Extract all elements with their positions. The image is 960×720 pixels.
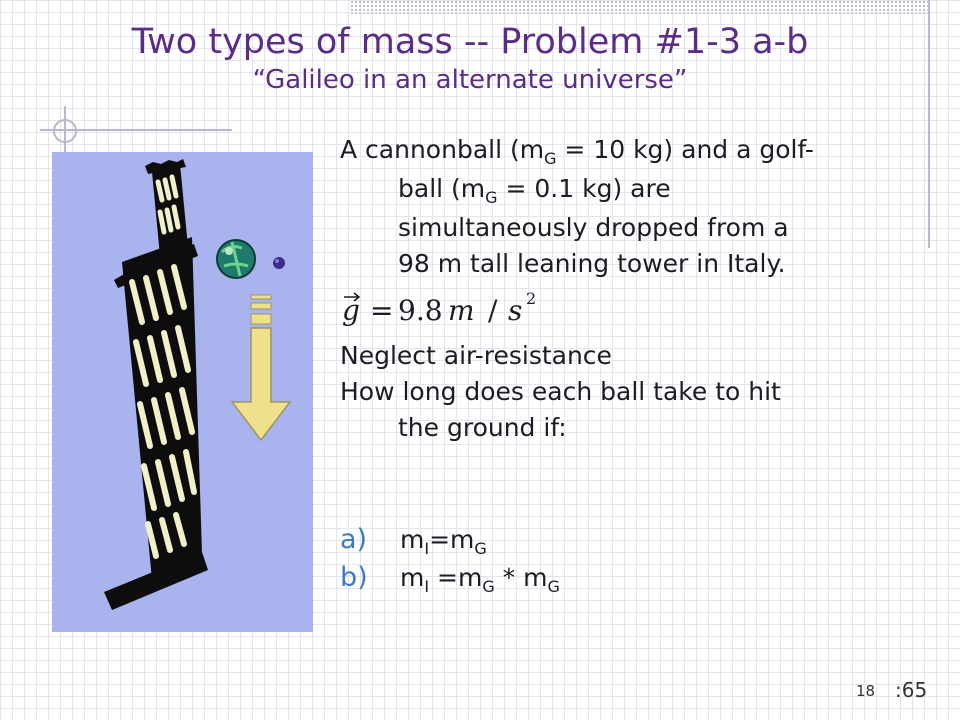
right-decorative-rule — [928, 0, 930, 248]
top-dot-band — [350, 0, 930, 14]
option-b-sub-i: I — [424, 577, 430, 596]
formula-exponent: 2 — [526, 289, 537, 308]
cannonball-icon — [217, 240, 255, 278]
question-text: How long does each ball take to hit the ground if: — [340, 377, 781, 442]
statement-text-3: = 0.1 kg) are simultaneously dropped from a 98 m tall leaning tower in Italy. — [398, 174, 789, 278]
formula-slash: / — [488, 294, 498, 327]
option-a-m1: m — [400, 525, 425, 554]
option-a-equals: =m — [429, 525, 475, 554]
footer-label: :65 — [895, 678, 928, 702]
option-b-marker: b) — [340, 562, 368, 593]
leaning-tower-illustration — [52, 152, 313, 632]
formula-equals: = — [370, 294, 394, 327]
golf-ball-icon — [273, 257, 285, 269]
statement-subscript-2: G — [485, 188, 498, 207]
option-b-sub-g2: G — [547, 577, 560, 596]
option-a-expression — [400, 522, 487, 561]
gravity-formula — [340, 286, 580, 336]
formula-g: g — [342, 294, 360, 327]
option-a-marker: a) — [340, 524, 368, 555]
corner-circle — [53, 119, 77, 143]
option-b-equals: =m — [429, 563, 483, 592]
slide-number: 18 — [856, 682, 876, 700]
statement-subscript-1: G — [544, 149, 557, 168]
formula-unit-m: m — [448, 294, 475, 327]
option-b-sub-g: G — [482, 577, 495, 596]
formula-unit-s: s — [508, 294, 523, 327]
statement-text-1: A cannonball (m — [340, 135, 545, 164]
neglect-air-resistance: Neglect air-resistance — [340, 341, 612, 370]
slide-title: Two types of mass -- Problem #1-3 a-b — [131, 22, 809, 62]
problem-text — [340, 132, 820, 446]
formula-value: 9.8 — [398, 294, 443, 327]
statement-text-2: = 10 kg) and a golf-ball (m — [398, 135, 814, 203]
option-b-expression — [400, 560, 560, 599]
option-a-sub-g: G — [474, 539, 487, 558]
option-b-m1: m — [400, 563, 425, 592]
option-b-operator: * — [494, 563, 524, 592]
option-b-m3: m — [523, 563, 548, 592]
slide-subtitle: “Galileo in an alternate universe” — [252, 65, 688, 95]
option-a-sub-i: I — [424, 539, 430, 558]
problem-statement — [340, 132, 820, 282]
